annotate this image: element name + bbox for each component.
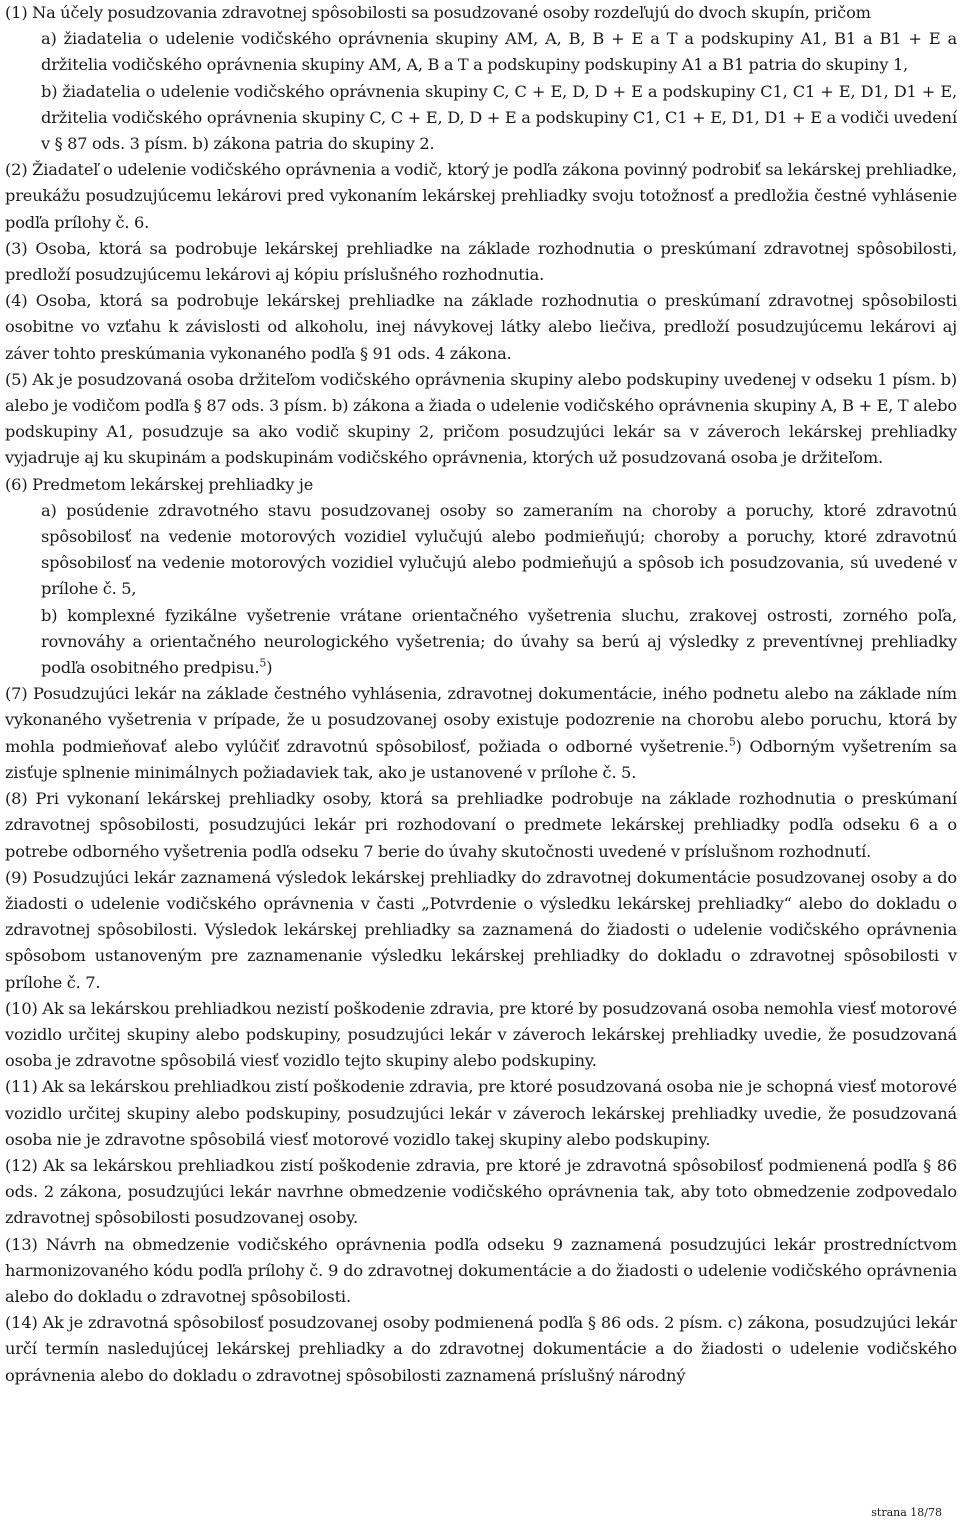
paragraph-text: a) žiadatelia o udelenie vodičského oprávnenia skupiny AM, A, B, B + E a T a podskupiny A1, B1 a B1 + E a držitelia vodičského oprávnenia skupiny AM, A, B a T a podskupiny podskupiny A1 a B1 patria do skupiny 1, bbox=[41, 29, 957, 75]
paragraph-text: (4) Osoba, ktorá sa podrobuje lekárskej prehliadke na základe rozhodnutia o preskúmaní zdravotnej spôsobilosti osobitne vo vzťahu k závislosti od alkoholu, inej návykovej látky alebo liečiva, predloží posudzujúcemu lekárovi aj záver tohto preskúmania vykonaného podľa § 91 ods. 4 zákona. bbox=[5, 291, 957, 363]
page-number: strana 18/78 bbox=[871, 1506, 942, 1519]
paragraph bbox=[5, 1074, 957, 1153]
footnote-reference: 5 bbox=[259, 656, 267, 670]
paragraph bbox=[5, 367, 957, 472]
paragraph-text: (9) Posudzujúci lekár zaznamená výsledok lekárskej prehliadky do zdravotnej dokumentácie posudzovanej osoby a do žiadosti o udelenie vodičského oprávnenia v časti „Potvrdenie o výsledku lekárskej prehliadky“ alebo do dokladu o zdravotnej spôsobilosti. Výsledok lekárskej prehliadky sa zaznamená do žiadosti o udelenie vodičského oprávnenia spôsobom ustanoveným pre zaznamenanie výsledku lekárskej prehliadky do dokladu o zdravotnej spôsobilosti v prílohe č. 7. bbox=[5, 867, 957, 992]
document-body bbox=[5, 0, 957, 1389]
paragraph-text: (2) Žiadateľ o udelenie vodičského oprávnenia a vodič, ktorý je podľa zákona povinný podrobiť sa lekárskej prehliadke, preukážu posudzujúcemu lekárovi pred vykonaním lekárskej prehliadky svoju totožnosť a predložia čestné vyhlásenie podľa prílohy č. 6. bbox=[5, 160, 957, 232]
paragraph bbox=[5, 472, 957, 498]
paragraph-text: (10) Ak sa lekárskou prehliadkou nezistí poškodenie zdravia, pre ktoré by posudzovaná osoba nemohla viesť motorové vozidlo určitej skupiny alebo podskupiny, posudzujúci lekár v záveroch lekárskej prehliadky uvedie, že posudzovaná osoba je zdravotne spôsobilá viesť vozidlo tejto skupiny alebo podskupiny. bbox=[5, 998, 957, 1071]
paragraph-text: (13) Návrh na obmedzenie vodičského oprávnenia podľa odseku 9 zaznamená posudzujúci lekár prostredníctvom harmonizovaného kódu podľa prílohy č. 9 do zdravotnej dokumentácie a do žiadosti o udelenie vodičského oprávnenia alebo do dokladu o zdravotnej spôsobilosti. bbox=[5, 1234, 957, 1306]
paragraph-text: (12) Ak sa lekárskou prehliadkou zistí poškodenie zdravia, pre ktoré je zdravotná spôsobilosť podmienená podľa § 86 ods. 2 zákona, posudzujúci lekár navrhne obmedzenie vodičského oprávnenia tak, aby toto obmedzenie zodpovedalo zdravotnej spôsobilosti posudzovanej osoby. bbox=[5, 1155, 957, 1228]
paragraph-text: (3) Osoba, ktorá sa podrobuje lekárskej prehliadke na základe rozhodnutia o preskúmaní zdravotnej spôsobilosti, predloží posudzujúcemu lekárovi aj kópiu príslušného rozhodnutia. bbox=[5, 238, 957, 285]
paragraph-text: (6) Predmetom lekárskej prehliadky je bbox=[5, 474, 314, 494]
paragraph bbox=[5, 1153, 957, 1232]
paragraph bbox=[5, 1310, 957, 1389]
paragraph-text: b) žiadatelia o udelenie vodičského oprávnenia skupiny C, C + E, D, D + E a podskupiny C1, C1 + E, D1, D1 + E, držitelia vodičského oprávnenia skupiny C, C + E, D, D + E a podskupiny C1, C1 + E, D1, D1 + E a vodiči uvedení v § 87 ods. 3 písm. b) zákona patria do skupiny 2. bbox=[41, 81, 957, 154]
paragraph bbox=[5, 0, 957, 26]
paragraph-text: (7) Posudzujúci lekár na základe čestného vyhlásenia, zdravotnej dokumentácie, iného podnetu alebo na základe ním vykonaného vyšetrenia v prípade, že u posudzovanej osoby existuje podozrenie na chorobu alebo poruchu, ktorá by mohla podmieňovať alebo vylúčiť zdravotnú spôsobilosť, požiada o odborné vyšetrenie. bbox=[5, 684, 957, 756]
list-item bbox=[41, 603, 957, 682]
list-item bbox=[41, 26, 957, 78]
paragraph bbox=[5, 681, 957, 786]
paragraph-text: (8) Pri vykonaní lekárskej prehliadky osoby, ktorá sa prehliadke podrobuje na základe rozhodnutia o preskúmaní zdravotnej spôsobilosti, posudzujúci lekár pri rozhodovaní o predmete lekárskej prehliadky podľa odseku 6 a o potrebe odborného vyšetrenia podľa odseku 7 berie do úvahy skutočnosti uvedené v príslušnom rozhodnutí. bbox=[5, 789, 957, 861]
paragraph bbox=[5, 157, 957, 236]
paragraph bbox=[5, 288, 957, 367]
list-item bbox=[41, 79, 957, 158]
paragraph bbox=[5, 236, 957, 288]
paragraph bbox=[5, 996, 957, 1075]
paragraph bbox=[5, 865, 957, 996]
paragraph-text-continued: ) bbox=[266, 658, 273, 678]
footnote-reference: 5 bbox=[728, 735, 736, 749]
paragraph bbox=[5, 1232, 957, 1311]
paragraph-text-continued: ) Odborným vyšetrením sa zisťuje splnenie minimálnych požiadaviek tak, ako je ustanovené v prílohe č. 5. bbox=[5, 736, 958, 782]
list-item bbox=[41, 498, 957, 603]
paragraph bbox=[5, 786, 957, 865]
paragraph-text: (14) Ak je zdravotná spôsobilosť posudzovanej osoby podmienená podľa § 86 ods. 2 písm. c) zákona, posudzujúci lekár určí termín nasledujúcej lekárskej prehliadky a do zdravotnej dokumentácie a do žiadosti o udelenie vodičského oprávnenia alebo do dokladu o zdravotnej spôsobilosti zaznamená príslušný národný bbox=[5, 1313, 957, 1385]
paragraph-text: (1) Na účely posudzovania zdravotnej spôsobilosti sa posudzované osoby rozdeľujú do dvoch skupín, pričom bbox=[5, 3, 871, 22]
paragraph-text: a) posúdenie zdravotného stavu posudzovanej osoby so zameraním na choroby a poruchy, ktoré zdravotnú spôsobilosť na vedenie motorových vozidiel vylučujú alebo podmieňujú; choroby a poruchy, ktoré zdravotnú spôsobilosť na vedenie motorových vozidiel vylučujú alebo podmieňujú a spôsob ich posudzovania, sú uvedené v prílohe č. 5, bbox=[41, 500, 957, 599]
paragraph-text: b) komplexné fyzikálne vyšetrenie vrátane orientačného vyšetrenia sluchu, zrakovej ostrosti, zorného poľa, rovnováhy a orientačného neurologického vyšetrenia; do úvahy sa berú aj výsledky z preventívnej prehliadky podľa osobitného predpisu. bbox=[41, 605, 957, 678]
paragraph-text: (5) Ak je posudzovaná osoba držiteľom vodičského oprávnenia skupiny alebo podskupiny uvedenej v odseku 1 písm. b) alebo je vodičom podľa § 87 ods. 3 písm. b) zákona a žiada o udelenie vodičského oprávnenia skupiny A, B + E, T alebo podskupiny A1, posudzuje sa ako vodič skupiny 2, pričom posudzujúci lekár sa v záveroch lekárskej prehliadky vyjadruje aj ku skupinám a podskupinám vodičského oprávnenia, ktorých už posudzovaná osoba je držiteľom. bbox=[5, 369, 957, 468]
paragraph-text: (11) Ak sa lekárskou prehliadkou zistí poškodenie zdravia, pre ktoré posudzovaná osoba nie je schopná viesť motorové vozidlo určitej skupiny alebo podskupiny, posudzujúci lekár v záveroch lekárskej prehliadky uvedie, že posudzovaná osoba nie je zdravotne spôsobilá viesť motorové vozidlo takej skupiny alebo podskupiny. bbox=[5, 1077, 957, 1149]
